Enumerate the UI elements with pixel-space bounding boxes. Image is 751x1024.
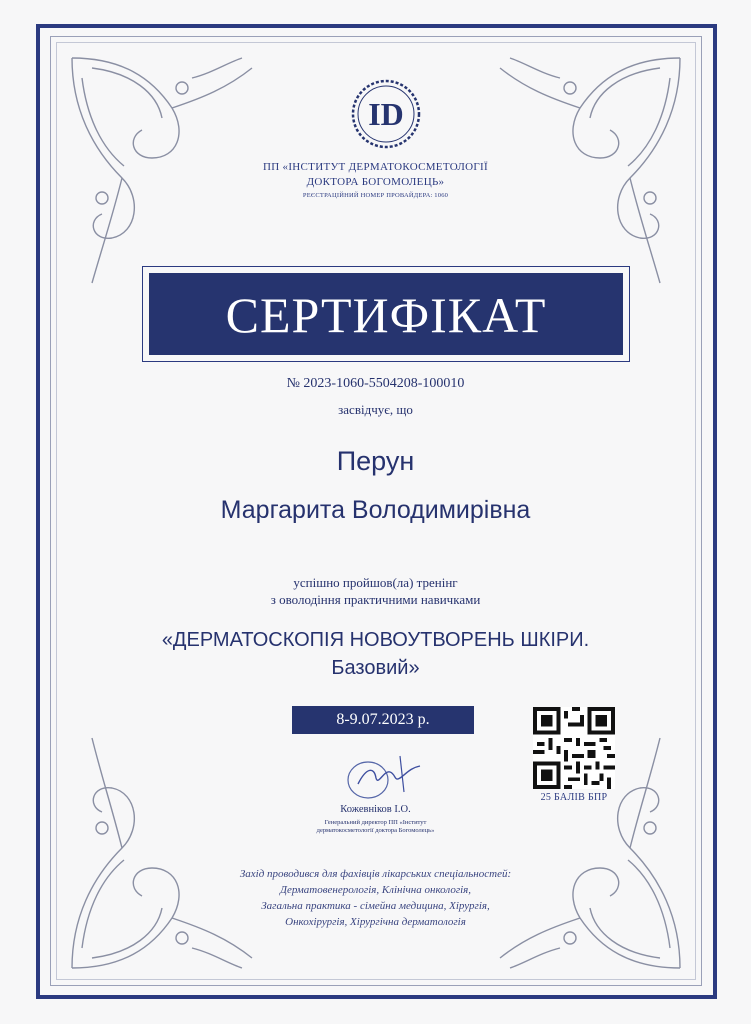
institute-name-line2: ДОКТОРА БОГОМОЛЕЦЬ» xyxy=(306,176,445,188)
provider-registration: РЕЄСТРАЦІЙНИЙ НОМЕР ПРОВАЙДЕРА: 1060 xyxy=(302,192,449,199)
training-description xyxy=(0,574,751,608)
institute-name xyxy=(0,160,751,190)
certificate-number: № 2023-1060-5504208-100010 xyxy=(286,376,465,391)
course-title-line1: «ДЕРМАТОСКОПІЯ НОВОУТВОРЕНЬ ШКІРИ. xyxy=(161,629,590,651)
training-date: 8-9.07.2023 р. xyxy=(292,706,474,734)
signer-title-line2: дерматокосметології доктора Богомолець» xyxy=(316,827,435,834)
training-line2: з оволодіння практичними навичками xyxy=(270,592,481,607)
signature xyxy=(340,748,430,804)
signer-title xyxy=(0,819,751,835)
specialties-line3: Загальна практика - сімейна медицина, Хірургія, xyxy=(261,900,490,912)
course-title xyxy=(0,626,751,682)
institute-name-line1: ПП «ІНСТИТУТ ДЕРМАТОКОСМЕТОЛОГІЇ xyxy=(263,161,488,173)
specialties-line4: Онкохірургія, Хірургічна дерматологія xyxy=(285,916,466,928)
certificate-title: СЕРТИФІКАТ xyxy=(149,273,623,355)
specialties-line1: Захід проводився для фахівців лікарських спеціальностей: xyxy=(239,868,512,880)
training-line1: успішно пройшов(ла) тренінг xyxy=(293,575,458,590)
corner-ornament-bottom-left xyxy=(62,730,262,978)
institute-logo xyxy=(350,78,422,150)
signer-name: Кожевніков І.О. xyxy=(340,804,411,815)
signer-title-line1: Генеральний директор ПП «Інститут xyxy=(324,819,427,826)
points-label: 25 БАЛІВ БПР xyxy=(540,792,608,803)
recipient-given-names: Маргарита Володимирівна xyxy=(220,496,531,524)
specialties-text xyxy=(0,866,751,930)
logo-letters: ID xyxy=(368,96,404,132)
course-title-line2: Базовий» xyxy=(331,657,420,679)
specialties-line2: Дерматовенерологія, Клінічна онкологія, xyxy=(279,884,472,896)
certifies-text: засвідчує, що xyxy=(338,402,413,417)
recipient-surname: Перун xyxy=(336,446,415,476)
qr-code xyxy=(533,707,615,789)
